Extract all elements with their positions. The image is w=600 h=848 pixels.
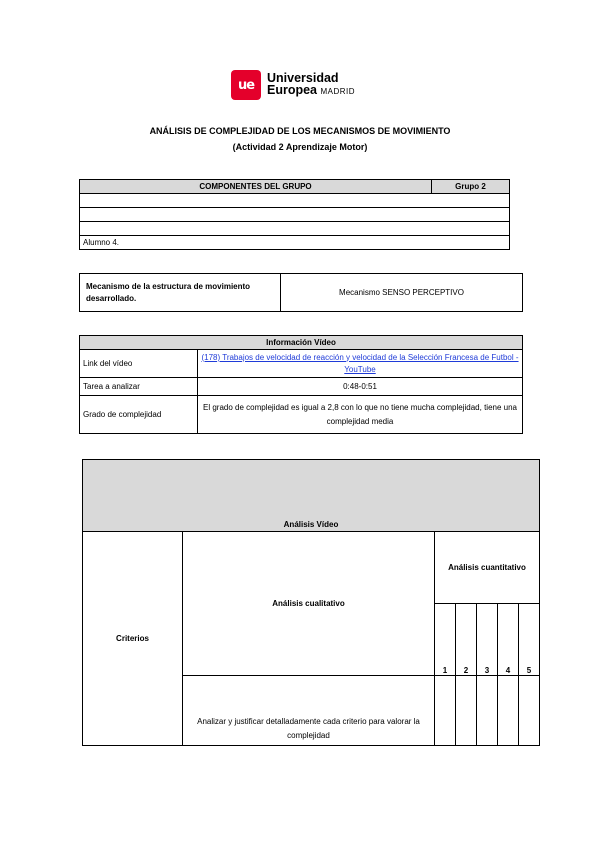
analysis-table	[82, 459, 540, 746]
complexity-value: El grado de complejidad es igual a 2,8 con lo que no tiene mucha complejidad, tiene una complejidad media	[198, 396, 523, 434]
score-cell[interactable]	[477, 676, 498, 746]
group-header: COMPONENTES DEL GRUPO	[80, 180, 432, 194]
video-link-label: Link del vídeo	[80, 350, 198, 378]
video-link[interactable]: (178) Trabajos de velocidad de reacción y velocidad de la Selección Francesa de Futbol - YouTube	[201, 352, 519, 374]
score-cell[interactable]	[456, 676, 477, 746]
analysis-header: Análisis Vídeo	[83, 460, 540, 532]
scale-1: 1	[435, 604, 456, 676]
video-info-header: Información Vídeo	[80, 336, 523, 350]
task-value: 0:48-0:51	[198, 378, 523, 396]
logo-line2	[267, 84, 355, 98]
logo-mark: ue	[231, 70, 261, 100]
video-info-table	[79, 335, 523, 434]
document-title: ANÁLISIS DE COMPLEJIDAD DE LOS MECANISMOS DE MOVIMIENTO	[149, 126, 451, 136]
scale-2: 2	[456, 604, 477, 676]
quantitative-label: Análisis cuantitativo	[435, 532, 540, 604]
mechanism-table	[79, 273, 523, 312]
logo-line2-name: Europea	[267, 83, 318, 97]
scale-3: 3	[477, 604, 498, 676]
score-cell[interactable]	[435, 676, 456, 746]
logo-text	[267, 72, 355, 98]
group-member-row[interactable]	[80, 194, 510, 208]
group-member-row[interactable]: Alumno 4.	[80, 236, 510, 250]
logo-line1: Universidad	[267, 71, 339, 85]
group-table	[79, 179, 510, 250]
group-member-row[interactable]	[80, 222, 510, 236]
university-logo	[231, 70, 355, 100]
score-cell[interactable]	[498, 676, 519, 746]
mechanism-label: Mecanismo de la estructura de movimiento desarrollado.	[80, 274, 281, 312]
qualitative-label: Análisis cualitativo	[183, 532, 435, 676]
score-cell[interactable]	[519, 676, 540, 746]
task-label: Tarea a analizar	[80, 378, 198, 396]
scale-4: 4	[498, 604, 519, 676]
scale-5: 5	[519, 604, 540, 676]
complexity-label: Grado de complejidad	[80, 396, 198, 434]
mechanism-value: Mecanismo SENSO PERCEPTIVO	[281, 274, 523, 312]
group-member-row[interactable]	[80, 208, 510, 222]
criteria-label: Criterios	[83, 532, 183, 746]
qualitative-instruction[interactable]: Analizar y justificar detalladamente cada criterio para valorar la complejidad	[183, 676, 435, 746]
group-label: Grupo 2	[432, 180, 510, 194]
logo-city: MADRID	[320, 87, 356, 96]
document-subtitle: (Actividad 2 Aprendizaje Motor)	[232, 142, 368, 152]
